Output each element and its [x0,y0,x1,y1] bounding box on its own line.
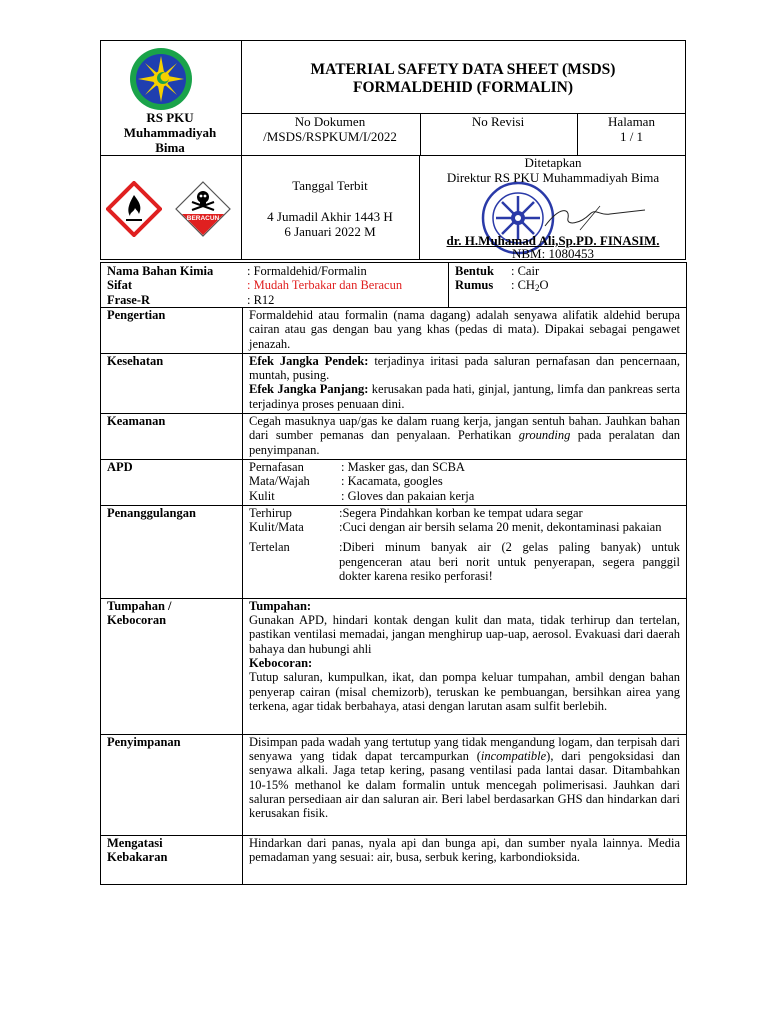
tumpahan-label [101,598,243,734]
apd-item-value: : Gloves dan pakaian kerja [341,488,475,503]
tumpahan-head: Tumpahan: [249,598,312,613]
keamanan-label: Keamanan [101,414,243,460]
nbm-number: NBM: 1080453 [512,246,594,261]
pengertian-row [101,308,687,354]
penanggulangan-item-value: :Cuci dengan air bersih selama 20 menit, dekontaminasi pakaian [339,520,662,535]
tumpahan-label-line1: Tumpahan / [107,598,172,613]
apd-list [243,459,687,505]
penanggulangan-item [249,506,680,520]
tanggal-hijri: 4 Jumadil Akhir 1443 H [267,209,393,224]
efek-pendek [249,354,680,383]
nama-bahan-label: Nama Bahan Kimia [107,264,214,278]
penanggulangan-item-key: Kulit/Mata [249,520,304,535]
bentuk-value: : Cair [511,264,540,278]
keamanan-text-pre: Cegah masuknya uap/gas ke dalam ruang kerja, jangan sentuh bahan. Jauhkan bahan dari sumber pemanas dan penyalaan. Perhatikan [249,414,680,443]
kesehatan-row [101,353,687,413]
kesehatan-text [243,353,687,413]
apd-item-value: : Kacamata, googles [341,474,443,489]
sifat-value: : Mudah Terbakar dan Beracun [247,278,403,293]
kebakaran-label-line1: Mengatasi [107,835,163,850]
penyimpanan-row [101,734,687,835]
efek-pendek-label: Efek Jangka Pendek: [249,353,369,368]
kebakaran-label [101,835,243,884]
beracun-pictogram-icon [174,180,232,238]
penanggulangan-item-value: :Diberi minum banyak air (2 gelas paling banyak) untuk pengenceran atau beri norit untuk penyerapan, segera panggil dokter karena resiko perforasi! [339,540,680,584]
penanggulangan-item-key: Terhirup [249,505,292,520]
penanggulangan-row [101,505,687,598]
penyimpanan-text [243,734,687,835]
msds-body-table [100,262,687,885]
efek-pendek-text: terjadinya iritasi pada saluran pernafasan dan pencernaan, muntah, pusing. [249,353,681,383]
apd-item-value: : Masker gas, dan SCBA [341,459,465,474]
penyimpanan-text-pre: Disimpan pada wadah yang tertutup yang tidak mengandung logam, dan terpisah dari senyawa yang tidak dapat tercampurkan ( [249,734,680,764]
tanggal-terbit-label: Tanggal Terbit [292,178,368,193]
kesehatan-label: Kesehatan [101,353,243,413]
org-name [100,110,240,155]
efek-panjang-label: Efek Jangka Panjang: [249,382,369,397]
ditetapkan-label: Ditetapkan [524,155,582,170]
keamanan-text-em: grounding [518,428,571,443]
bentuk-label: Bentuk [455,264,494,278]
halaman-value: 1 / 1 [619,129,644,144]
doc-number-label: No Dokumen [294,114,366,129]
pengertian-label: Pengertian [101,308,243,354]
rumus-value-pre: : CH [511,278,535,293]
apd-item [249,460,680,474]
kebakaran-label-line2: Kebakaran [107,850,168,865]
rumus-value-post: O [539,278,549,293]
tumpahan-row [101,598,687,734]
apd-label: APD [101,459,243,505]
revisi-cell [420,114,576,129]
kebocoran-head: Kebocoran: [249,656,313,671]
penanggulangan-item-key: Tertelan [249,540,290,555]
rumus-value [511,278,686,295]
apd-item [249,489,680,503]
kebakaran-row [101,835,687,884]
penanggulangan-label: Penanggulangan [101,505,243,598]
apd-item [249,474,680,488]
org-name-line2: Muhammadiyah [123,125,217,140]
frase-r-value: : R12 [247,292,275,307]
tumpahan-label-line2: Kebocoran [107,613,167,628]
efek-panjang-text: kerusakan pada hati, ginjal, jantung, limfa dan pankreas serta terjadinya proses penuaan dini. [249,382,680,411]
penanggulangan-item-value: :Segera Pindahkan korban ke tempat udara segar [339,505,583,520]
penyimpanan-text-em: incompatible [480,749,547,764]
penyimpanan-text-post: ), dari pengoksidasi dan senyawa alkali. Jaga tetap kering, pasang ventilasi pada lantai dasar. Ditambahkan 10-15% methanol ke dalam formalin untuk mencegah polimerisasi. Jauhkan dari saluran persediaan air dan saluran air. Beri label berdasarkan GHS dan hindarkan dari kerusakan fisik. [249,749,680,821]
efek-panjang [249,382,680,411]
rs-pku-logo [128,46,194,112]
org-name-line1: RS PKU [146,110,194,125]
doc-number-cell [241,114,419,144]
penanggulangan-item [249,520,680,534]
halaman-label: Halaman [608,114,655,129]
tanggal-terbit-value [241,209,419,239]
document-title [241,61,685,97]
revisi-label: No Revisi [471,114,525,129]
apd-row [101,459,687,505]
frase-r-label: Frase-R [107,292,151,307]
title-line2: FORMALDEHID (FORMALIN) [353,79,573,96]
sifat-label: Sifat [107,278,132,293]
rumus-label: Rumus [455,278,494,293]
beracun-label: BERACUN [186,215,220,222]
keamanan-text-post: pada peralatan dan penyimpanan. [249,428,680,457]
flammable-pictogram-icon [106,181,162,237]
apd-item-key: Kulit [249,488,275,503]
apd-item-key: Pernafasan [249,459,304,474]
kebakaran-text: Hindarkan dari panas, nyala api dan bunga api, dan sumber nyala lainnya. Media pemadaman yang sesuai: air, busa, serbuk kering, karbondioksida. [243,835,687,884]
halaman-cell [577,114,686,144]
nama-bahan-value: : Formaldehid/Formalin [247,264,367,278]
pengertian-text: Formaldehid atau formalin (nama dagang) adalah senyawa alifatik aldehid berupa cairan atau gas dengan bau yang khas (pedas di mata). Dipakai sebagai pengawet jenazah. [243,308,687,354]
penanggulangan-list [243,505,687,598]
tumpahan-text [243,598,687,734]
rumus-subscript: 2 [534,283,540,294]
penanggulangan-item [249,540,680,583]
doc-number-value: /MSDS/RSPKUM/I/2022 [263,129,397,144]
kebocoran-body: Tutup saluran, kumpulkan, ikat, dan pompa keluar tumpahan, ambil dengan bahan penyerap cairan (misal chemizorb), teruskan ke pembuangan, bersihkan airea yang terkena, agar tidak berbahaya, atasi dengan larutan asam sulfit berlebih. [249,670,680,713]
apd-item-key: Mata/Wajah [249,474,310,489]
tanggal-masehi: 6 Januari 2022 M [284,224,376,239]
keamanan-row [101,414,687,460]
identity-row [101,263,687,308]
signature-icon [540,196,650,236]
title-line1: MATERIAL SAFETY DATA SHEET (MSDS) [310,61,616,78]
org-city: Bima [155,140,185,155]
keamanan-text [243,414,687,460]
penyimpanan-label: Penyimpanan [101,734,243,835]
direktur-label: Direktur RS PKU Muhammadiyah Bima [446,170,660,185]
tumpahan-body: Gunakan APD, hindari kontak dengan kulit dan mata, tidak terhirup dan tertelan, pastikan ventilasi memadai, jangan menghirup uap-uap, aerosol. Evakuasi dari daerah bahaya dan hubungi ahli [249,613,680,656]
signer-name: dr. H.Muhamad Ali,Sp.PD. FINASIM. [446,233,660,248]
